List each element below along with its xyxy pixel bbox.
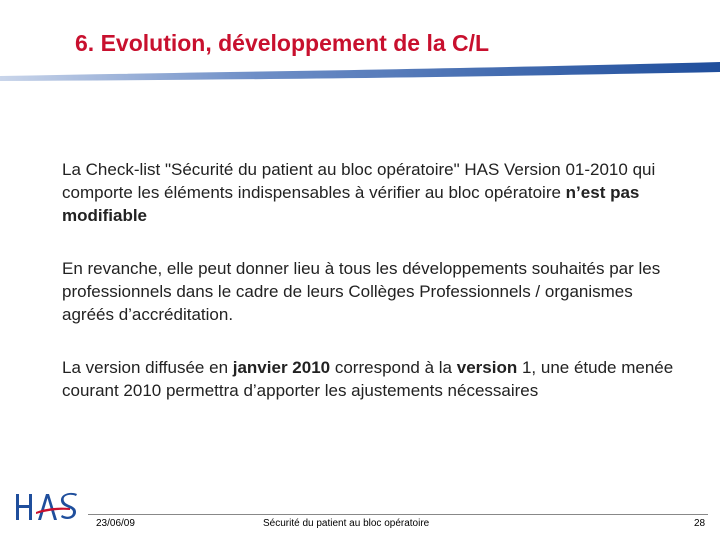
footer-divider [88, 514, 708, 515]
has-logo [14, 490, 84, 526]
paragraph-checklist [62, 158, 682, 227]
paragraph-text: La Check-list "Sécurité du patient au bloc opératoire" HAS Version 01-2010 qui comporte les éléments indispensables à vérifier au bloc opératoire [62, 160, 656, 202]
paragraph-version [62, 356, 682, 402]
page-number: 28 [694, 518, 706, 529]
body-content [62, 158, 682, 432]
emphasis-text: n’est pas modifiable [62, 183, 640, 225]
footer-date: 23/06/09 [96, 518, 135, 529]
paragraph-developments [62, 257, 682, 326]
footer-title: Sécurité du patient au bloc opératoire [263, 518, 430, 529]
emphasis-text: janvier 2010 [232, 358, 331, 377]
slide-title: 6. Evolution, développement de la C/L [75, 30, 490, 56]
paragraph-text: La version diffusée en [62, 358, 233, 377]
paragraph-text: 1, une étude menée courant 2010 permettra d’apporter les ajustements nécessaires [62, 358, 674, 400]
paragraph-text: En revanche, elle peut donner lieu à tous les développements souhaités par les professionnels dans le cadre de leurs Collèges Professionnels / organismes agréés d’accréditation. [62, 259, 661, 324]
header-swoosh [0, 56, 720, 96]
paragraph-text: correspond à la [330, 358, 457, 377]
emphasis-text: version [456, 358, 518, 377]
